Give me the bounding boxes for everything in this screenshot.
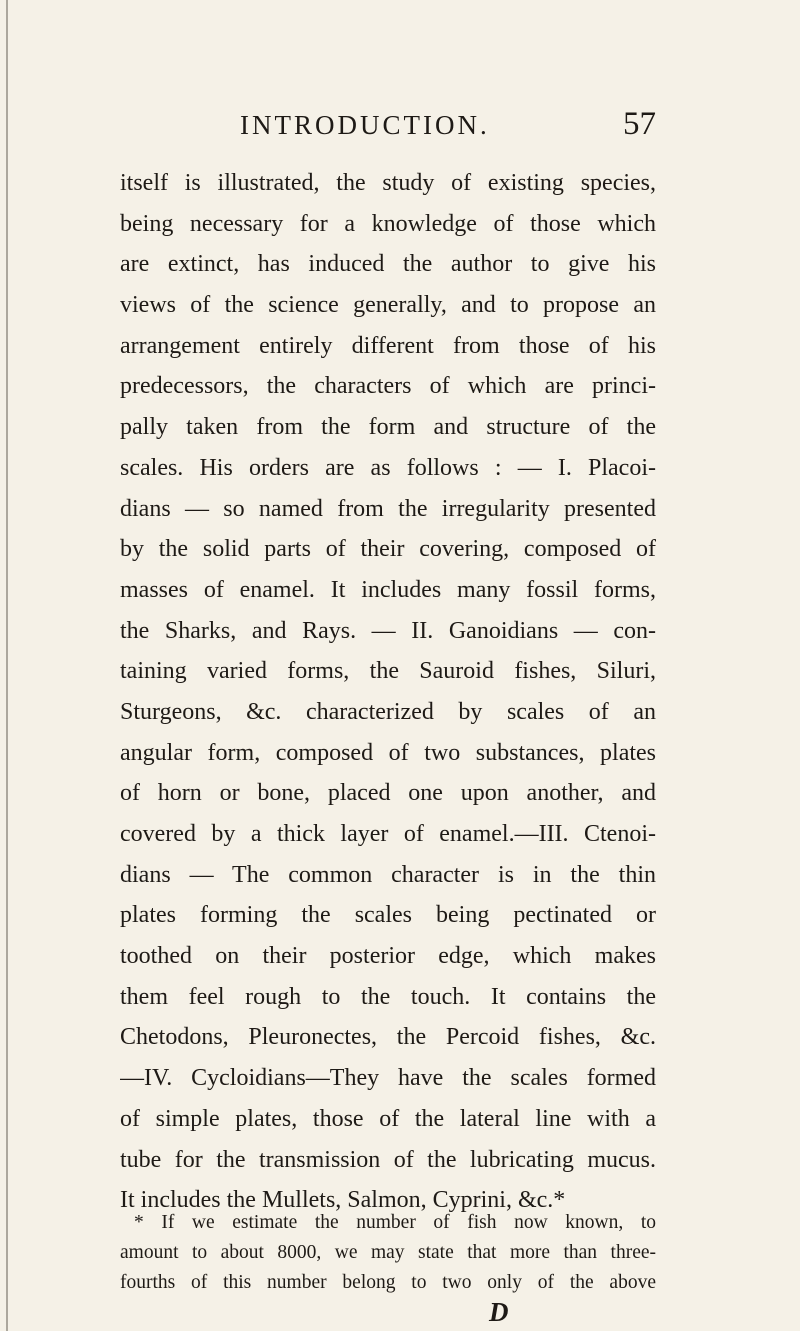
- text-line: predecessors, the characters of which are princi-: [120, 373, 656, 400]
- page-edge-shadow: [6, 0, 8, 1331]
- footnote-line: fourths of this number belong to two only of the above: [120, 1272, 656, 1293]
- text-line: toothed on their posterior edge, which makes: [120, 943, 656, 970]
- footnote-line: amount to about 8000, we may state that more than three-: [120, 1242, 656, 1263]
- signature-mark: D: [489, 1297, 509, 1327]
- text-line: them feel rough to the touch. It contains the: [120, 983, 656, 1010]
- running-head: INTRODUCTION.: [240, 110, 490, 140]
- text-line: Sturgeons, &c. characterized by scales of an: [120, 698, 656, 725]
- text-line: by the solid parts of their covering, composed of: [120, 536, 656, 563]
- text-line: scales. His orders are as follows : — I. Placoi-: [120, 454, 656, 481]
- text-line: are extinct, has induced the author to give his: [120, 251, 656, 278]
- text-line: views of the science generally, and to propose an: [120, 292, 656, 319]
- text-line: tube for the transmission of the lubricating mucus.: [120, 1146, 656, 1173]
- text-line: pally taken from the form and structure of the: [120, 414, 656, 441]
- text-line: angular form, composed of two substances, plates: [120, 739, 656, 766]
- text-line: —IV. Cycloidians—They have the scales formed: [120, 1065, 656, 1092]
- text-line: being necessary for a knowledge of those which: [120, 210, 656, 237]
- text-line: It includes the Mullets, Salmon, Cyprini, &c.*: [120, 1187, 566, 1214]
- footnote-line: * If we estimate the number of fish now known, to: [134, 1212, 656, 1233]
- footnote: [120, 1208, 656, 1298]
- text-line: of simple plates, those of the lateral line with a: [120, 1105, 656, 1132]
- page-header: [240, 100, 660, 152]
- body-text: [120, 163, 656, 1221]
- text-line: taining varied forms, the Sauroid fishes, Siluri,: [120, 658, 656, 685]
- text-line: covered by a thick layer of enamel.—III. Ctenoi-: [120, 821, 656, 847]
- text-line: dians — so named from the irregularity presented: [120, 495, 656, 522]
- text-line: itself is illustrated, the study of existing species,: [120, 170, 656, 196]
- text-line: plates forming the scales being pectinated or: [120, 902, 656, 929]
- text-line: the Sharks, and Rays. — II. Ganoidians — con-: [120, 617, 656, 644]
- text-line: dians — The common character is in the thin: [120, 861, 656, 888]
- text-line: arrangement entirely different from those of his: [120, 332, 656, 359]
- text-line: masses of enamel. It includes many fossil forms,: [120, 576, 656, 603]
- text-line: Chetodons, Pleuronectes, the Percoid fishes, &c.: [120, 1024, 656, 1051]
- text-line: of horn or bone, placed one upon another, and: [120, 780, 656, 807]
- page-number: 57: [623, 106, 656, 142]
